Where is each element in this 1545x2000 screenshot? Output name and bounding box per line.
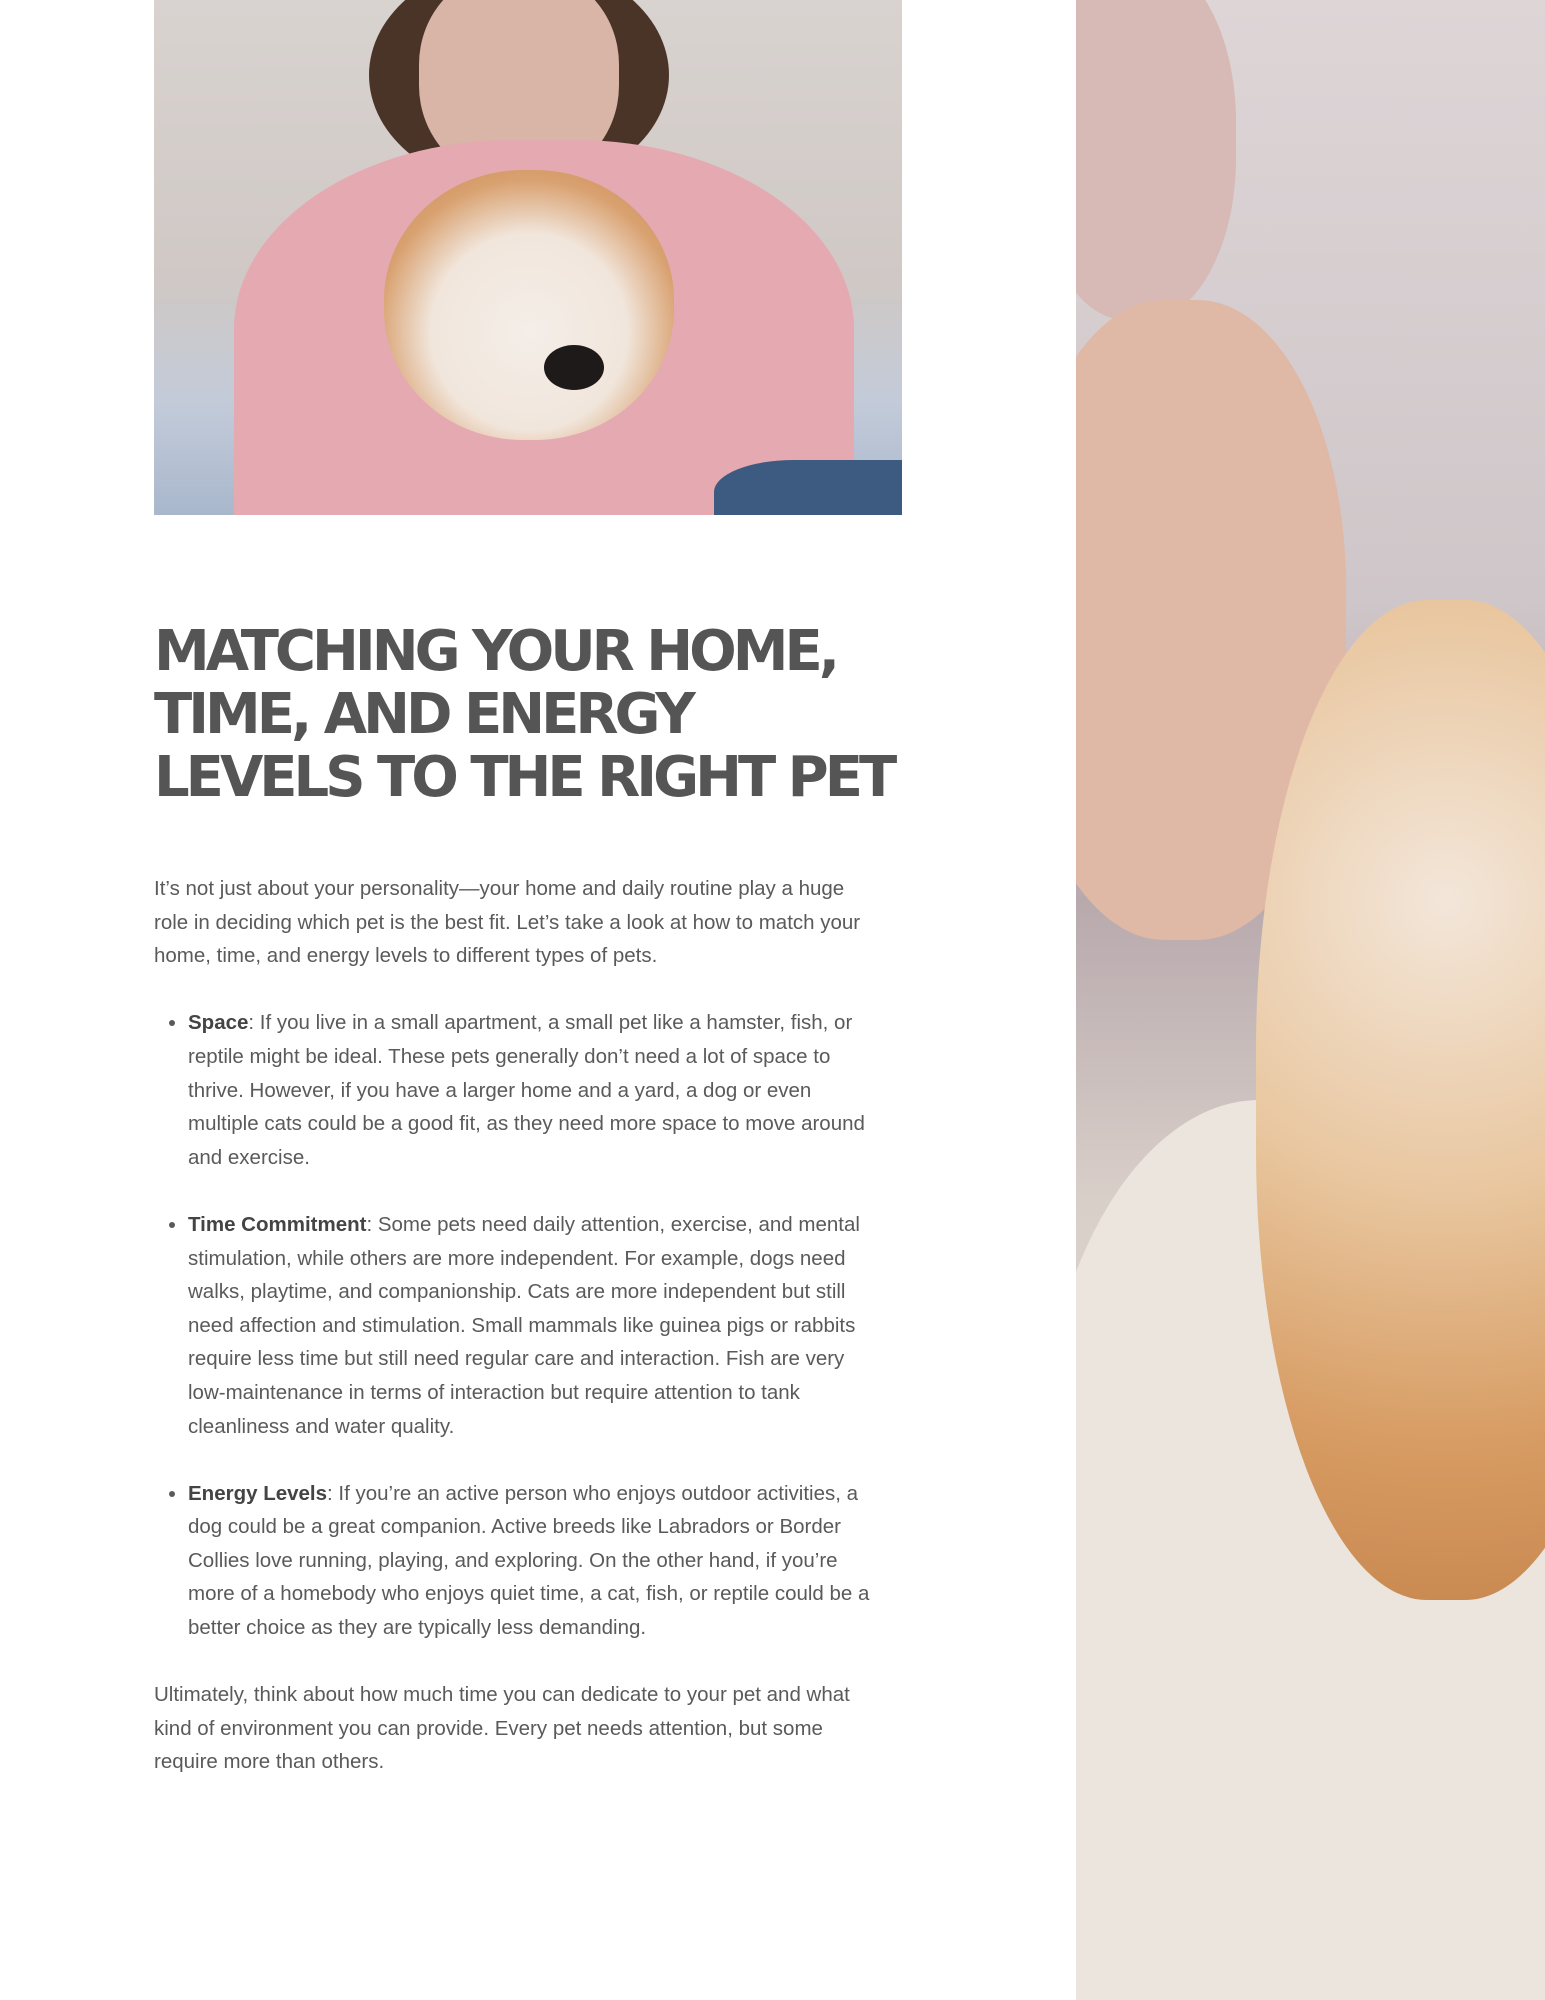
list-item-term: Energy Levels bbox=[188, 1481, 328, 1505]
photo-towel-shape bbox=[1076, 0, 1236, 320]
list-item-text: : If you live in a small apartment, a small pet like a hamster, fish, or reptile might be ideal. These pets generally don’t need a lot of space to thrive. However, if you have a larger home and a yard, a dog or even multiple cats could be a good fit, as they need more space to move around and exercise. bbox=[188, 1011, 865, 1169]
list-item bbox=[188, 1006, 884, 1174]
page-title: MATCHING YOUR HOME, TIME, AND ENERGY LEVELS TO THE RIGHT PET bbox=[154, 619, 894, 810]
intro-paragraph: It’s not just about your personality—your home and daily routine play a huge role in deciding which pet is the best fit. Let’s take a look at how to match your home, time, and energy levels to different types of pets. bbox=[154, 877, 861, 968]
photo-dog-shape bbox=[384, 170, 674, 440]
conclusion-paragraph: Ultimately, think about how much time you can dedicate to your pet and what kind of environment you can provide. Every pet needs attention, but some require more than others. bbox=[154, 1683, 850, 1774]
woman-with-cat-photo bbox=[1076, 0, 1545, 2000]
list-item-text: : Some pets need daily attention, exercise, and mental stimulation, while others are more independent. For example, dogs need walks, playtime, and companionship. Cats are more independent but still need affection and stimulation. Small mammals like guinea pigs or rabbits require less time but still need regular care and interaction. Fish are very low-maintenance in terms of interaction but require attention to tank cleanliness and water quality. bbox=[188, 1212, 860, 1438]
photo-jeans-shape bbox=[714, 460, 902, 515]
photo-cat-shape bbox=[1256, 600, 1545, 1600]
photo-dog-nose-shape bbox=[544, 345, 604, 390]
list-item-term: Space bbox=[188, 1011, 249, 1035]
list-item-text: : If you’re an active person who enjoys outdoor activities, a dog could be a great companion. Active breeds like Labradors or Border Collies love running, playing, and exploring. On the other hand, if you’re more of a homebody who enjoys quiet time, a cat, fish, or reptile could be a better choice as they are typically less demanding. bbox=[188, 1481, 870, 1640]
list-item bbox=[188, 1477, 884, 1645]
woman-with-dog-photo bbox=[154, 0, 902, 515]
list-item-term: Time Commitment bbox=[188, 1212, 367, 1236]
article-body bbox=[154, 872, 884, 1813]
pet-factors-list bbox=[154, 1006, 884, 1644]
list-item bbox=[188, 1208, 884, 1443]
